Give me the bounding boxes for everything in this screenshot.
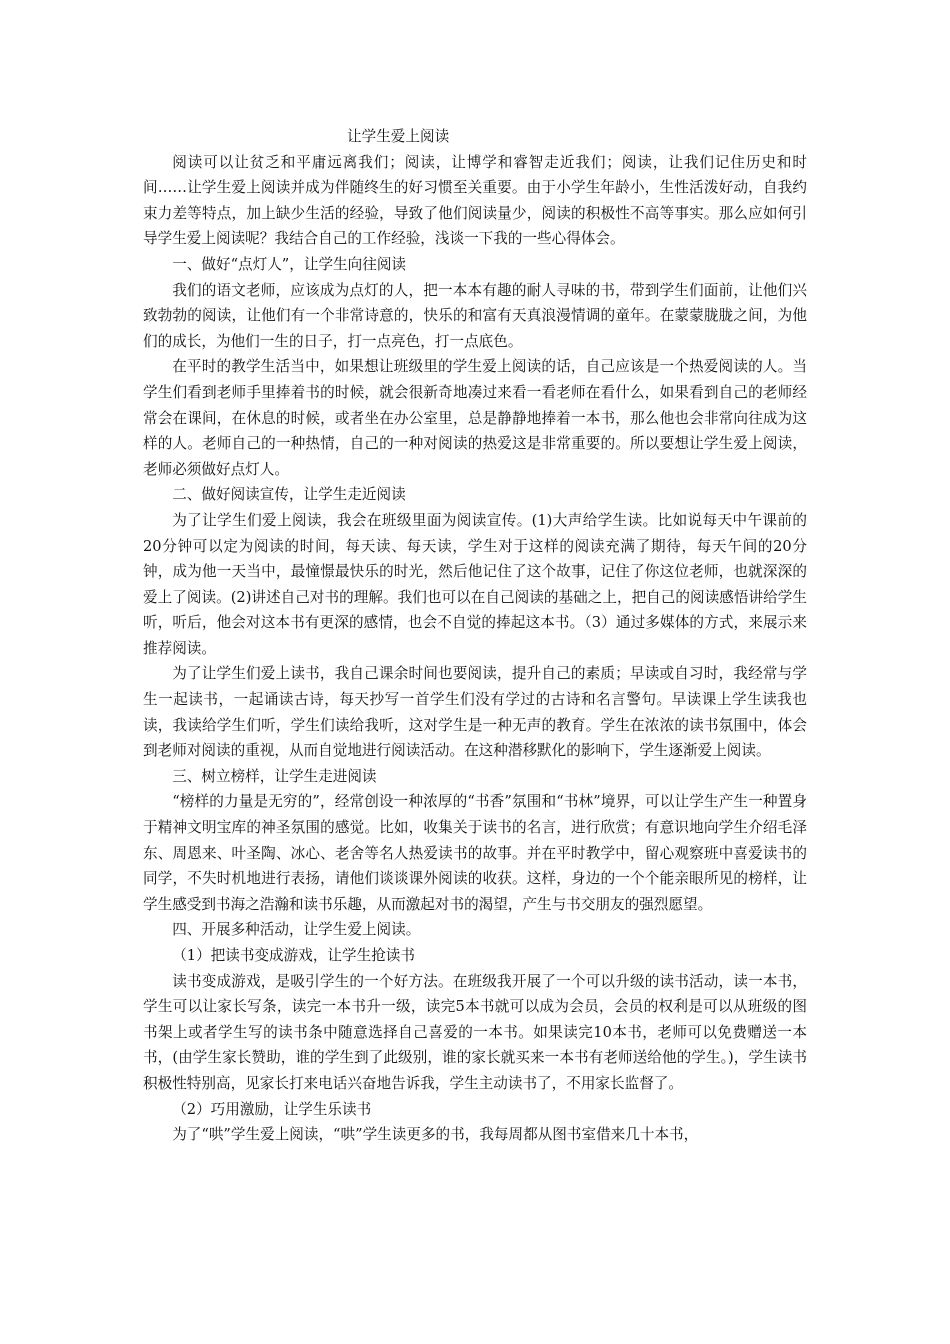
subsection-heading-1: （1）把读书变成游戏，让学生抢读书 — [172, 947, 415, 964]
paragraph: 为了“哄”学生爱上阅读，“哄”学生读更多的书，我每周都从图书室借来几十本书， — [172, 1126, 699, 1144]
paragraph-intro: 阅读可以让贫乏和平庸远离我们；阅读，让博学和睿智走近我们；阅读，让我们记住历史和时间……让学生爱上阅读并成为伴随终生的好习惯至关重要。由于小学生年龄小，生性活泼好动，自我约束力差等特点，加上缺少生活的经验，导致了他们阅读量少，阅读的积极性不高等事实。那么应如何引导学生爱上阅读呢？我结合自己的工作经验，浅谈一下我的一些心得体会。 — [143, 153, 807, 248]
subsection-heading-2: （2）巧用激励，让学生乐读书 — [172, 1100, 372, 1118]
paragraph: 在平时的教学生活当中，如果想让班级里的学生爱上阅读的话，自己应该是一个热爱阅读的人。当学生们看到老师手里捧着书的时候，就会很新奇地凑过来看一看老师在看什么，如果看到自己的老师经常会在课间，在休息的时候，或者坐在办公室里，总是静静地捧着一本书，那么他也会非常向往成为这样的人。老师自己的一种热情，自己的一种对阅读的热爱这是非常重要的。所以要想让学生爱上阅读，老师必须做好点灯人。 — [143, 358, 807, 478]
section-heading-4: 四、开展多种活动，让学生爱上阅读。 — [172, 921, 421, 939]
paragraph: 我们的语文老师，应该成为点灯的人，把一本本有趣的耐人寻味的书，带到学生们面前，让他们兴致勃勃的阅读，让他们有一个非常诗意的，快乐的和富有天真浪漫情调的童年。在蒙蒙胧胧之间，为他们的成长，为他们一生的日子，打一点亮色，打一点底色。 — [143, 281, 807, 350]
paragraph: “榜样的力量是无穷的”，经常创设一种浓厚的“书香”氛围和“书林”境界，可以让学生产生一种置身于精神文明宝库的神圣氛围的感觉。比如，收集关于读书的名言，进行欣赏；有意识地向学生介绍毛泽东、周恩来、叶圣陶、冰心、老舍等名人热爱读书的故事。并在平时教学中，留心观察班中喜爱读书的同学，不失时机地进行表扬，请他们谈谈课外阅读的收获。这样，身边的一个个能亲眼所见的榜样，让学生感受到书海之浩瀚和读书乐趣，从而激起对书的渴望，产生与书交朋友的强烈愿望。 — [143, 793, 807, 913]
document-title: 让学生爱上阅读 — [347, 128, 450, 145]
paragraph: 为了让学生们爱上读书，我自己课余时间也要阅读，提升自己的素质；早读或自习时，我经常与学生一起读书，一起诵读古诗，每天抄写一首学生们没有学过的古诗和名言警句。早读课上学生读我也读，我读给学生们听，学生们读给我听，这对学生是一种无声的教育。学生在浓浓的读书氛围中，体会到老师对阅读的重视，从而自觉地进行阅读活动。在这种潜移默化的影响下，学生逐渐爱上阅读。 — [143, 665, 807, 760]
paragraph: 为了让学生们爱上阅读，我会在班级里面为阅读宣传。(1)大声给学生读。比如说每天中午课前的20分钟可以定为阅读的时间，每天读、每天读，学生对于这样的阅读充满了期待，每天午间的20分钟，成为他一天当中，最憧憬最快乐的时光，然后他记住了这个故事，记住了你这位老师，也就深深的爱上了阅读。(2)讲述自己对书的理解。我们也可以在自己阅读的基础之上，把自己的阅读感悟讲给学生听，听后，他会对这本书有更深的感情，也会不自觉的捧起这本书。（3）通过多媒体的方式，来展示来推荐阅读。 — [143, 511, 807, 657]
document-body — [143, 124, 807, 1148]
paragraph: 读书变成游戏，是吸引学生的一个好方法。在班级我开展了一个可以升级的读书活动，读一本书，学生可以让家长写条，读完一本书升一级，读完5本书就可以成为会员，会员的权利是可以从班级的图书架上或者学生写的读书条中随意选择自己喜爱的一本书。如果读完10本书，老师可以免费赠送一本书，(由学生家长赞助，谁的学生到了此级别，谁的家长就买来一本书有老师送给他的学生。)，学生读书积极性特别高，见家长打来电话兴奋地告诉我，学生主动读书了，不用家长监督了。 — [143, 972, 807, 1092]
section-heading-2: 二、做好阅读宣传，让学生走近阅读 — [172, 486, 406, 504]
section-heading-1: 一、做好“点灯人”，让学生向往阅读 — [172, 255, 407, 273]
section-heading-3: 三、树立榜样，让学生走进阅读 — [172, 767, 377, 785]
